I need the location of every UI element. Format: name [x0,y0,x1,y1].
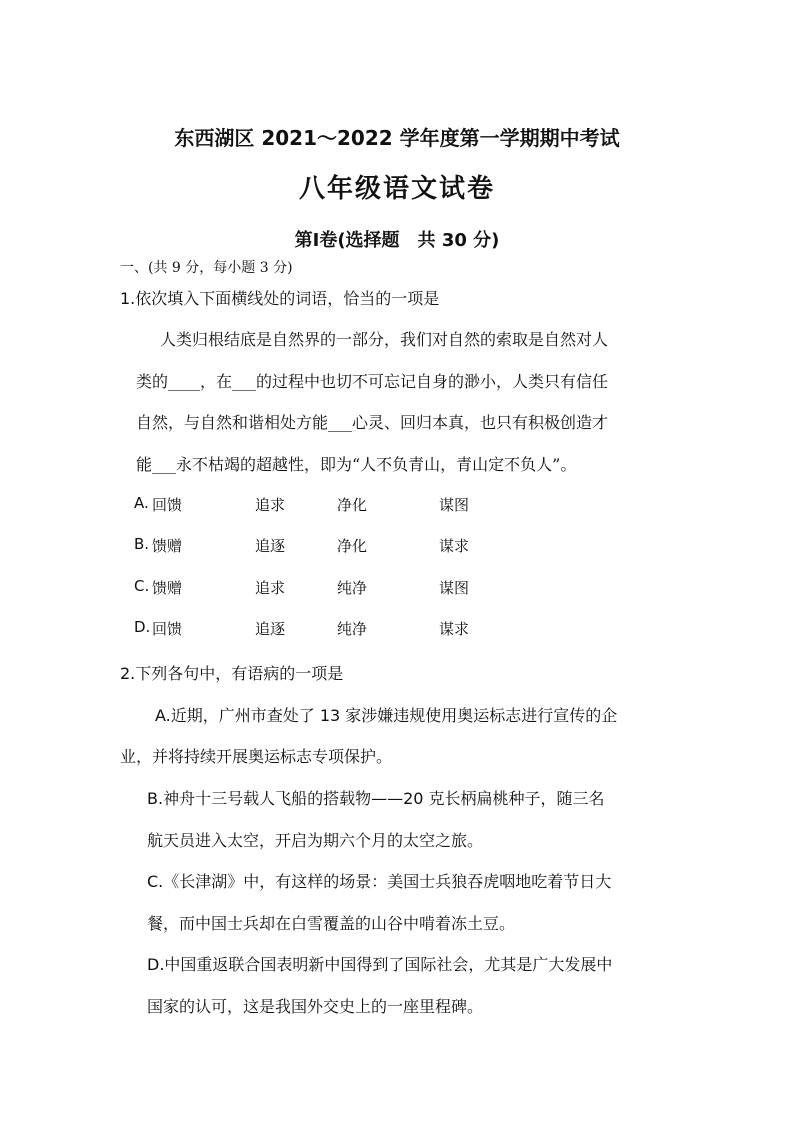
question-2-stem: 2.下列各句中，有语病的一项是 [120,664,344,683]
exam-title: 东西湖区 2021～2022 学年度第一学期期中考试 [174,126,620,150]
option-word: 回馈 [152,496,183,514]
option-label: A. [134,494,149,512]
option-label: B. [134,535,150,553]
q2-line: 餐，而中国士兵却在白雪覆盖的山谷中啃着冻土豆。 [147,914,516,933]
passage-line: 能___永不枯竭的超越性，即为“人不负青山，青山定不负人”。 [136,455,577,474]
passage-line: 自然，与自然和谐相处方能___心灵、回归本真，也只有积极创造才 [136,413,609,432]
q2-line: D.中国重返联合国表明新中国得到了国际社会，尤其是广大发展中 [147,955,613,974]
option-label: C. [134,577,150,595]
option-word: 回馈 [152,620,183,638]
q2-line: 国家的认可，这是我国外交史上的一座里程碑。 [147,997,484,1016]
option-word: 追求 [255,496,286,514]
option-word: 纯净 [337,620,368,638]
q2-line: B.神舟十三号载人飞船的搭载物——20 克长柄扁桃种子，随三名 [147,789,605,808]
passage-line: 类的____，在___的过程中也切不可忘记自身的渺小，人类只有信任 [136,372,609,391]
question-1-stem: 1.依次填入下面横线处的词语，恰当的一项是 [120,289,440,308]
q2-line: C.《长津湖》中，有这样的场景：美国士兵狼吞虎咽地吃着节日大 [147,872,612,891]
option-word: 馈赠 [152,537,183,555]
option-word: 馈赠 [152,579,183,597]
option-word: 纯净 [337,579,368,597]
q2-line: A.近期，广州市查处了 13 家涉嫌违规使用奥运标志进行宣传的企 [155,706,618,725]
section-heading: 一、(共 9 分，每小题 3 分) [120,260,293,276]
option-word: 谋求 [439,537,470,555]
exam-subtitle: 八年级语文试卷 [298,174,495,204]
option-word: 净化 [337,496,368,514]
q2-line: 业，并将持续开展奥运标志专项保护。 [120,747,393,766]
option-word: 谋求 [439,620,470,638]
passage-line: 人类归根结底是自然界的一部分，我们对自然的索取是自然对人 [160,330,609,349]
q2-line: 航天员进入太空，开启为期六个月的太空之旅。 [147,831,484,850]
option-word: 追求 [255,579,286,597]
option-word: 追逐 [255,537,286,555]
option-word: 追逐 [255,620,286,638]
option-word: 谋图 [439,579,470,597]
option-label: D. [134,618,151,636]
option-word: 谋图 [439,496,470,514]
option-word: 净化 [337,537,368,555]
volume-heading: 第Ⅰ卷(选择题 共 30 分) [294,230,500,251]
